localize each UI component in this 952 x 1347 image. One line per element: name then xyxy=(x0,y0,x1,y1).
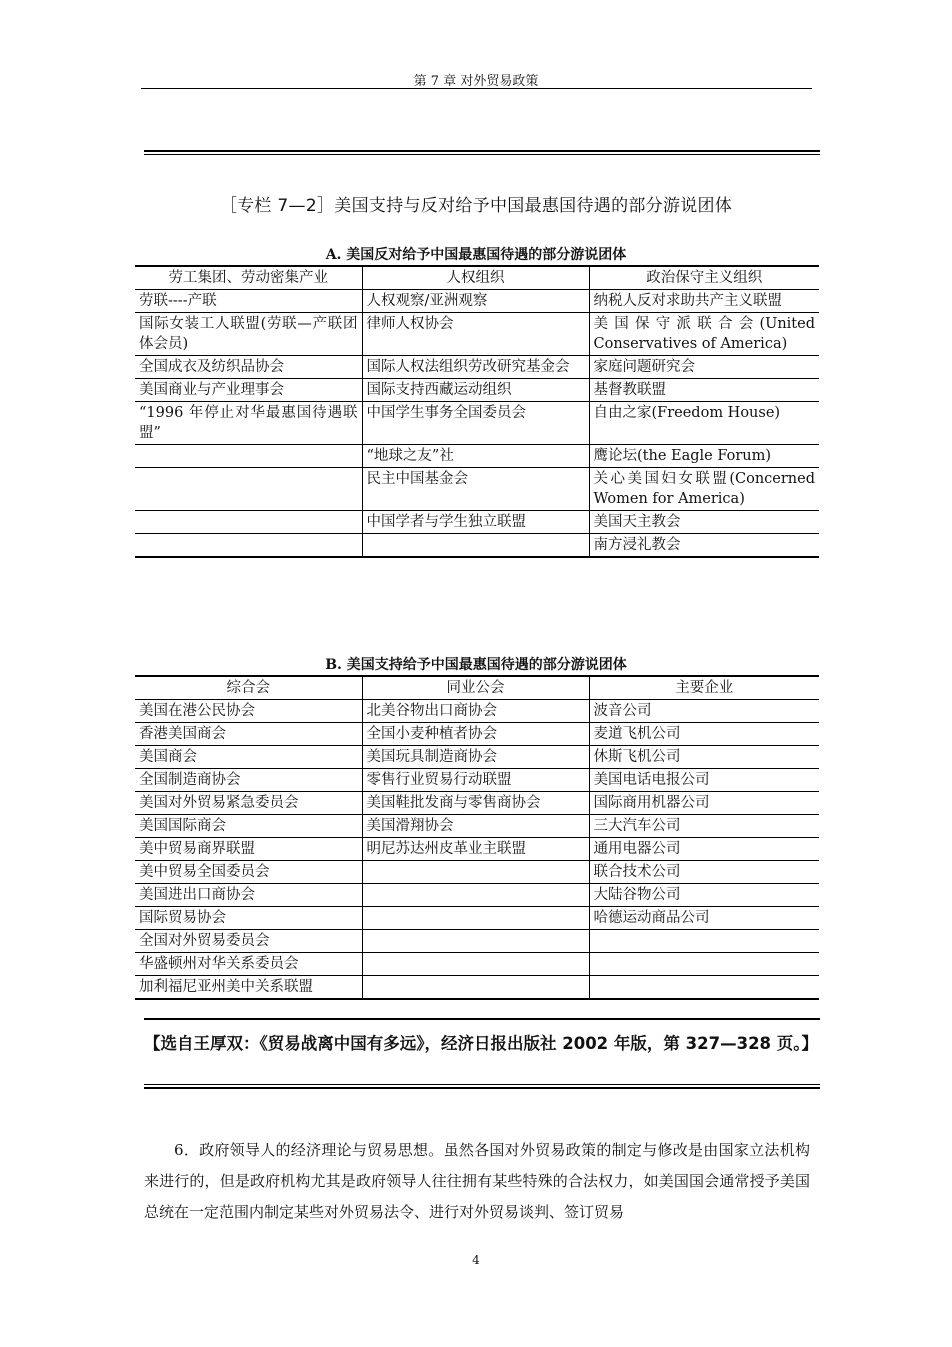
table-cell xyxy=(362,953,589,976)
table-cell: 大陆谷物公司 xyxy=(589,884,819,907)
table-cell: 通用电器公司 xyxy=(589,838,819,861)
table-cell: 国际商用机器公司 xyxy=(589,792,819,815)
table-cell: 北美谷物出口商协会 xyxy=(362,700,589,723)
table-cell: 美国保守派联合会(United Conservatives of America) xyxy=(589,313,819,356)
table-b-caption: B. 美国支持给予中国最惠国待遇的部分游说团体 xyxy=(325,657,627,673)
table-cell: 全国小麦种植者协会 xyxy=(362,723,589,746)
table-cell: 美中贸易全国委员会 xyxy=(135,861,362,884)
table-cell: 哈德运动商品公司 xyxy=(589,907,819,930)
table-row xyxy=(135,792,819,815)
table-cell: 明尼苏达州皮革业主联盟 xyxy=(362,838,589,861)
table-cell: 波音公司 xyxy=(589,700,819,723)
table-a-header-row xyxy=(135,266,819,290)
header-rule xyxy=(141,88,812,89)
page-number: 4 xyxy=(472,1253,480,1267)
table-row xyxy=(135,723,819,746)
table-cell: 联合技术公司 xyxy=(589,861,819,884)
table-row xyxy=(135,884,819,907)
source-top-rule xyxy=(144,1018,820,1020)
table-cell: 美国在港公民协会 xyxy=(135,700,362,723)
table-cell xyxy=(362,861,589,884)
box-title: ［专栏 7—2］美国支持与反对给予中国最惠国待遇的部分游说团体 xyxy=(219,196,733,216)
table-cell xyxy=(589,930,819,953)
table-a-col-labor: 劳工集团、劳动密集产业 xyxy=(135,266,362,290)
table-cell xyxy=(589,976,819,1000)
table-row xyxy=(135,976,819,1000)
table-cell: 国际人权法组织劳改研究基金会 xyxy=(362,356,589,379)
table-b-col-general: 综合会 xyxy=(135,676,362,700)
body-paragraph: 6．政府领导人的经济理论与贸易思想。虽然各国对外贸易政策的制定与修改是由国家立法机构来进行的，但是政府机构尤其是政府领导人往往拥有某些特殊的合法权力，如美国国会通常授予美国总统在一定范围内制定某些对外贸易法令、进行对外贸易谈判、签订贸易 xyxy=(144,1141,810,1221)
table-cell: 中国学者与学生独立联盟 xyxy=(362,511,589,534)
table-cell: 加利福尼亚州美中关系联盟 xyxy=(135,976,362,1000)
table-cell xyxy=(589,953,819,976)
table-cell: 香港美国商会 xyxy=(135,723,362,746)
box-bottom-rule xyxy=(144,1087,820,1089)
table-cell: 全国制造商协会 xyxy=(135,769,362,792)
table-row xyxy=(135,379,819,402)
table-row xyxy=(135,511,819,534)
table-cell: 美国滑翔协会 xyxy=(362,815,589,838)
table-b-col-trade-assoc: 同业公会 xyxy=(362,676,589,700)
table-cell: 美国玩具制造商协会 xyxy=(362,746,589,769)
table-cell xyxy=(135,534,362,558)
table-cell: 民主中国基金会 xyxy=(362,468,589,511)
table-cell: 美中贸易商界联盟 xyxy=(135,838,362,861)
table-cell: 劳联----产联 xyxy=(135,290,362,313)
table-cell: 美国进出口商协会 xyxy=(135,884,362,907)
table-row xyxy=(135,402,819,445)
table-cell: 美国对外贸易紧急委员会 xyxy=(135,792,362,815)
table-cell xyxy=(135,445,362,468)
table-cell: 关心美国妇女联盟(Concerned Women for America) xyxy=(589,468,819,511)
table-cell: 美国商会 xyxy=(135,746,362,769)
table-cell: 家庭问题研究会 xyxy=(589,356,819,379)
table-row xyxy=(135,313,819,356)
table-row xyxy=(135,468,819,511)
table-row xyxy=(135,861,819,884)
table-cell: 南方浸礼教会 xyxy=(589,534,819,558)
table-b-col-companies: 主要企业 xyxy=(589,676,819,700)
table-row xyxy=(135,700,819,723)
table-a xyxy=(135,265,819,558)
table-row xyxy=(135,930,819,953)
table-cell: 休斯飞机公司 xyxy=(589,746,819,769)
table-b-header-row xyxy=(135,676,819,700)
table-cell xyxy=(362,534,589,558)
table-cell: “地球之友”社 xyxy=(362,445,589,468)
table-row xyxy=(135,445,819,468)
table-row xyxy=(135,534,819,558)
table-cell: 国际女装工人联盟(劳联—产联团体会员) xyxy=(135,313,362,356)
table-cell: 美国电话电报公司 xyxy=(589,769,819,792)
source-citation: 【选自王厚双：《贸易战离中国有多远》，经济日报出版社 2002 年版，第 327—328 页。】 xyxy=(144,1034,819,1053)
table-row xyxy=(135,290,819,313)
box-top-rule-thin xyxy=(144,154,820,155)
table-cell: 律师人权协会 xyxy=(362,313,589,356)
table-row xyxy=(135,356,819,379)
table-cell: 全国对外贸易委员会 xyxy=(135,930,362,953)
table-row xyxy=(135,815,819,838)
table-cell: 华盛顿州对华关系委员会 xyxy=(135,953,362,976)
table-row xyxy=(135,907,819,930)
table-cell: 三大汽车公司 xyxy=(589,815,819,838)
table-cell: 人权观察/亚洲观察 xyxy=(362,290,589,313)
table-b xyxy=(135,675,819,1000)
table-a-col-human-rights: 人权组织 xyxy=(362,266,589,290)
table-cell: 麦道飞机公司 xyxy=(589,723,819,746)
table-cell: 国际贸易协会 xyxy=(135,907,362,930)
table-cell: 自由之家(Freedom House) xyxy=(589,402,819,445)
table-cell xyxy=(362,884,589,907)
table-cell: 美国商业与产业理事会 xyxy=(135,379,362,402)
table-cell: 中国学生事务全国委员会 xyxy=(362,402,589,445)
box-bottom-rule-thin xyxy=(144,1084,820,1085)
table-a-caption: A. 美国反对给予中国最惠国待遇的部分游说团体 xyxy=(325,247,627,263)
table-cell xyxy=(135,511,362,534)
table-row xyxy=(135,769,819,792)
table-a-col-conservative: 政治保守主义组织 xyxy=(589,266,819,290)
table-cell xyxy=(362,907,589,930)
table-cell: 美国鞋批发商与零售商协会 xyxy=(362,792,589,815)
table-cell: 全国成衣及纺织品协会 xyxy=(135,356,362,379)
table-cell: 纳税人反对求助共产主义联盟 xyxy=(589,290,819,313)
chapter-header: 第 7 章 对外贸易政策 xyxy=(413,74,539,89)
table-cell: 美国国际商会 xyxy=(135,815,362,838)
table-cell: 基督教联盟 xyxy=(589,379,819,402)
table-cell xyxy=(135,468,362,511)
table-row xyxy=(135,838,819,861)
box-top-rule xyxy=(144,150,820,152)
table-cell: 鹰论坛(the Eagle Forum) xyxy=(589,445,819,468)
table-cell: 零售行业贸易行动联盟 xyxy=(362,769,589,792)
table-cell xyxy=(362,930,589,953)
table-row xyxy=(135,746,819,769)
table-row xyxy=(135,953,819,976)
table-cell xyxy=(362,976,589,1000)
table-cell: 国际支持西藏运动组织 xyxy=(362,379,589,402)
table-cell: “1996 年停止对华最惠国待遇联盟” xyxy=(135,402,362,445)
table-cell: 美国天主教会 xyxy=(589,511,819,534)
